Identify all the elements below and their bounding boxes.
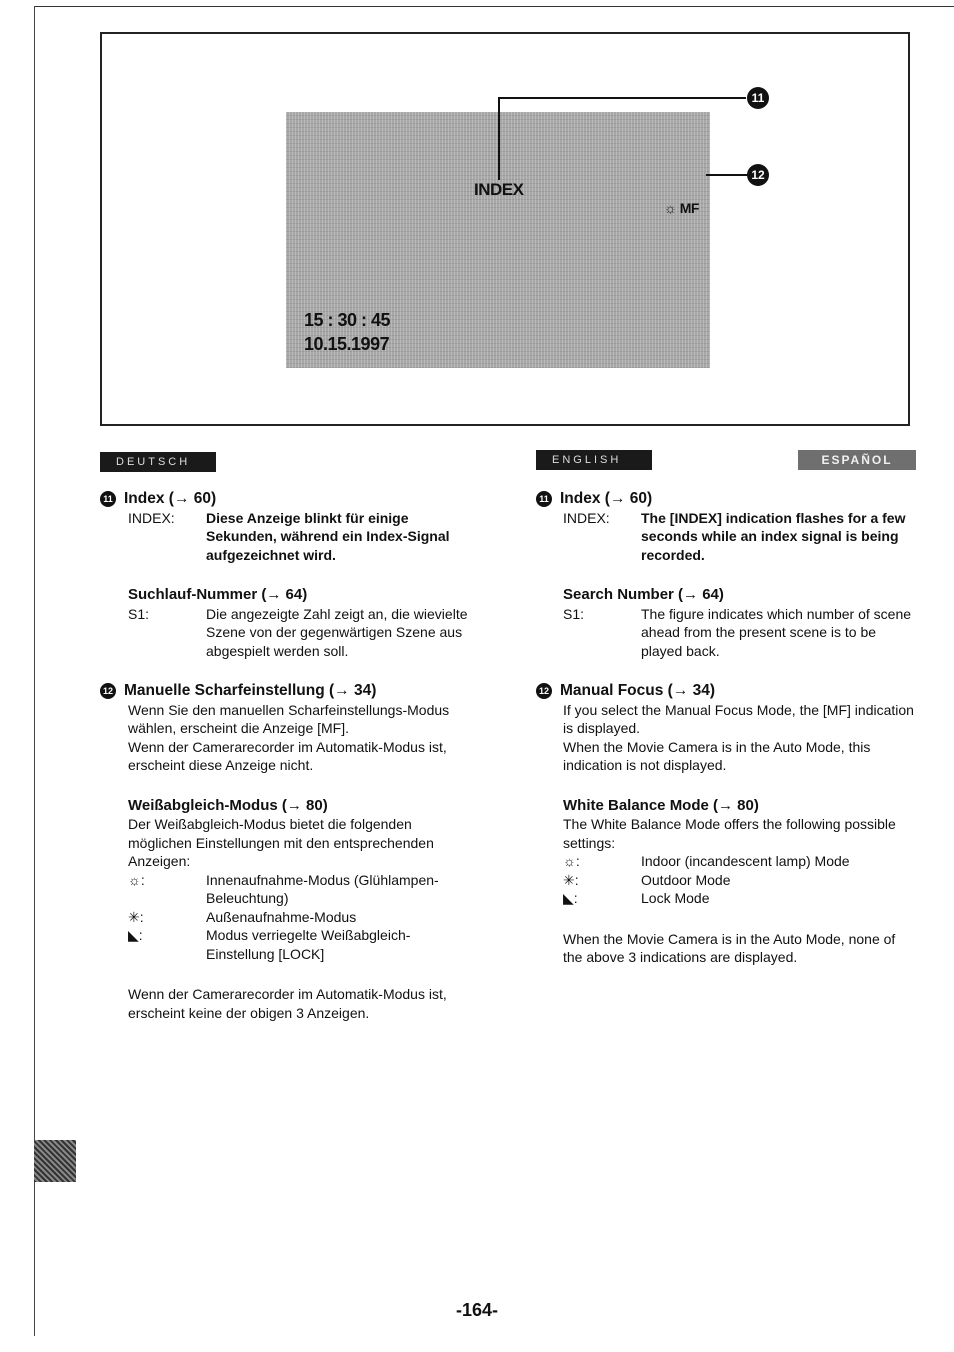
lang-bar-spanish-showthrough: ESPAÑOL xyxy=(798,450,916,470)
outdoor-sun-icon: ✳ xyxy=(563,871,575,888)
english-column xyxy=(536,490,916,967)
lang-bar-german: DEUTSCH xyxy=(100,452,216,472)
english-focus-p1: If you select the Manual Focus Mode, the [MF] indication is displayed. xyxy=(563,701,914,736)
english-search-heading: Search Number (→ 64) xyxy=(563,586,724,603)
english-wb-item: ✳: Outdoor Mode xyxy=(563,871,731,888)
lock-mode-icon: ◣ xyxy=(563,890,574,906)
callout-marker-12: 12 xyxy=(747,164,769,186)
indoor-lamp-icon: ☼ xyxy=(128,871,141,888)
english-index-heading: 11 Index (→ 60) xyxy=(536,490,916,509)
german-index-row: INDEX: Diese Anzeige blinkt für einige Sekunden, während ein Index-Signal aufgezeichnet wird. xyxy=(128,509,450,563)
german-focus-p1: Wenn Sie den manuellen Scharfeinstellungs-Modus wählen, erscheint die Anzeige [MF]. xyxy=(128,701,450,736)
lock-mode-icon: ◣ xyxy=(128,927,139,943)
german-search-heading: Suchlauf-Nummer (→ 64) xyxy=(128,586,308,603)
german-wb-item: ☼: Innenaufnahme-Modus (Glühlampen-Beleuchtung) xyxy=(128,871,439,906)
callout-marker-11: 11 xyxy=(747,87,769,109)
callout-line-11-horizontal xyxy=(498,97,746,99)
german-wb-item: ✳: Außenaufnahme-Modus xyxy=(128,908,357,925)
time-display: 15 : 30 : 45 xyxy=(304,310,391,330)
page-number: -164- xyxy=(455,1300,499,1320)
english-index-row: INDEX: The [INDEX] indication flashes for a few seconds while an index signal is being recorded. xyxy=(563,509,906,563)
viewfinder-figure xyxy=(100,32,910,426)
english-wb-heading: White Balance Mode (→ 80) xyxy=(563,796,759,814)
german-search-row: S1: Die angezeigte Zahl zeigt an, die wievielte Szene von der gegenwärtigen Szene aus abgespielt werden soll. xyxy=(128,605,468,659)
index-indicator: INDEX xyxy=(474,180,524,199)
german-wb-note: Wenn der Camerarecorder im Automatik-Modus ist, erscheint keine der obigen 3 Anzeigen. xyxy=(128,986,447,1021)
german-wb-item: ◣: Modus verriegelte Weißabgleich-Einstellung [LOCK] xyxy=(128,927,411,962)
date-display: 10.15.1997 xyxy=(304,334,390,354)
german-wb-intro: Der Weißabgleich-Modus bietet die folgenden möglichen Einstellungen mit den entsprechenden Anzeigen: xyxy=(128,816,434,869)
marker-12: 12 xyxy=(100,683,116,699)
english-wb-intro: The White Balance Mode offers the following possible settings: xyxy=(563,816,896,851)
german-focus-heading: 12 Manuelle Scharfeinstellung (→ 34) xyxy=(100,682,475,701)
page-border-left xyxy=(34,6,35,1336)
english-search-row: S1: The figure indicates which number of scene ahead from the present scene is to be played back. xyxy=(563,605,912,659)
section-tab-marker xyxy=(34,1140,76,1182)
english-wb-item: ◣: Lock Mode xyxy=(563,890,710,906)
lang-bar-english: ENGLISH xyxy=(536,450,652,470)
german-index-heading: 11 Index (→ 60) xyxy=(100,490,475,509)
callout-line-12 xyxy=(706,174,748,176)
outdoor-sun-icon: ✳ xyxy=(128,908,140,925)
german-wb-heading: Weißabgleich-Modus (→ 80) xyxy=(128,796,328,814)
marker-11: 11 xyxy=(536,491,552,507)
marker-12: 12 xyxy=(536,683,552,699)
english-focus-p2: When the Movie Camera is in the Auto Mode, this indication is not displayed. xyxy=(563,738,871,773)
page-border-top xyxy=(34,6,954,7)
mf-indicator: ☼ MF xyxy=(664,200,699,216)
indoor-lamp-icon: ☼ xyxy=(563,853,576,869)
english-focus-heading: 12 Manual Focus (→ 34) xyxy=(536,682,916,701)
german-column xyxy=(100,490,475,1022)
english-wb-item: ☼: Indoor (incandescent lamp) Mode xyxy=(563,853,850,869)
sun-icon: ☼ xyxy=(664,200,680,216)
marker-11: 11 xyxy=(100,491,116,507)
callout-line-11-vertical xyxy=(498,98,500,180)
german-focus-p2: Wenn der Camerarecorder im Automatik-Modus ist, erscheint diese Anzeige nicht. xyxy=(128,738,447,773)
english-wb-note: When the Movie Camera is in the Auto Mode, none of the above 3 indications are displayed. xyxy=(563,930,896,965)
